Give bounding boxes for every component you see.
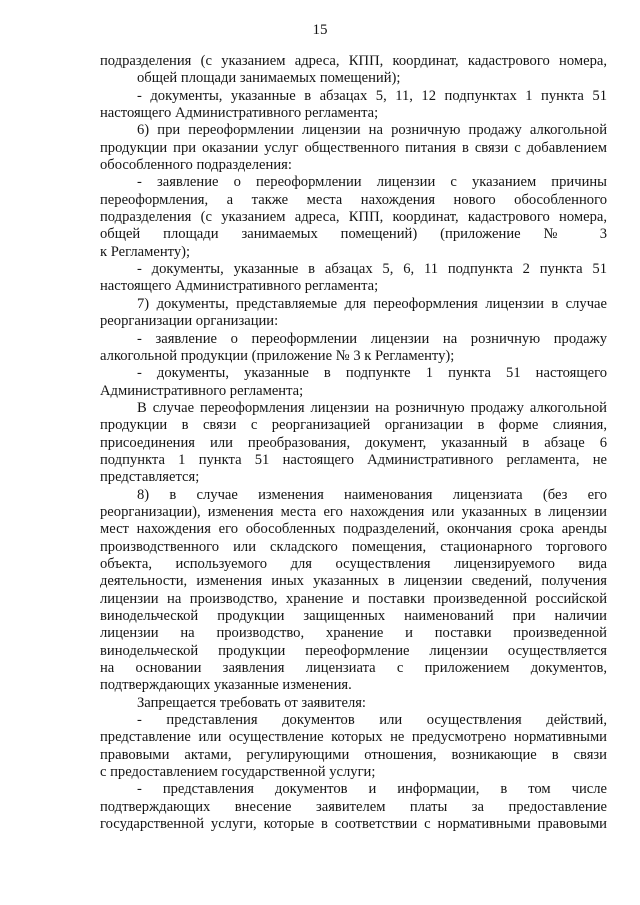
text-line: на основании заявления лицензиата с приложением документов, — [100, 660, 607, 677]
text-line: Запрещается требовать от заявителя: — [137, 694, 366, 711]
text-line: представляется; — [100, 469, 200, 486]
text-line: подпункта 1 пункта 51 настоящего Административного регламента, не — [100, 451, 607, 468]
text-line: настоящего Административного регламента; — [100, 278, 379, 295]
text-line: Административного регламента; — [100, 382, 304, 399]
text-line: объекта, используемого для осуществления лицензируемого вида — [100, 555, 607, 572]
text-line: подразделения (с указанием адреса, КПП, координат, кадастрового номера, — [100, 53, 607, 69]
text-line: реорганизации организации: — [100, 313, 279, 330]
document-body — [100, 53, 607, 833]
text-line: - представления документов или осуществления действий, — [137, 712, 607, 729]
text-line: деятельности, изменения иных указанных в лицензии сведений, получения — [100, 573, 607, 590]
text-line: с предоставлением государственной услуги; — [100, 764, 376, 781]
text-line: мест нахождения его обособленных подразделений, окончания срока аренды — [100, 521, 607, 538]
text-line: к Регламенту); — [100, 243, 191, 260]
text-line: реорганизации), изменения места его нахождения или указанных в лицензии — [100, 503, 607, 520]
text-line: общей площади занимаемых помещений) (приложение № 3 — [100, 226, 607, 243]
text-line: - заявление о переоформлении лицензии на розничную продажу — [137, 330, 607, 347]
text-line: алкогольной продукции (приложение № 3 к Регламенту); — [100, 347, 455, 364]
text-line: - документы, указанные в абзацах 5, 11, 12 подпунктах 1 пункта 51 — [137, 87, 607, 104]
text-line: настоящего Административного регламента; — [100, 105, 379, 122]
text-line: В случае переоформления лицензии на розничную продажу алкогольной — [137, 399, 607, 416]
text-line: - документы, указанные в абзацах 5, 6, 11 подпункта 2 пункта 51 — [137, 261, 607, 278]
text-line: 6) при переоформлении лицензии на розничную продажу алкогольной — [137, 122, 607, 139]
text-line: правовыми актами, регулирующими отношения, возникающие в связи — [100, 746, 607, 763]
text-line: лицензии на производство, хранение и поставки произведенной российской — [100, 590, 607, 607]
text-line: переоформления, а также места нахождения нового обособленного — [100, 191, 607, 208]
text-line: продукции в связи с реорганизацией организации в форме слияния, — [100, 417, 607, 434]
page-number: 15 — [312, 22, 328, 38]
text-line: подтверждающих внесение заявителем платы за предоставление — [100, 798, 607, 815]
text-line: лицензии на производство, хранение и поставки произведенной — [100, 625, 607, 642]
text-line: 8) в случае изменения наименования лицензиата (без его — [137, 486, 607, 503]
text-line: - документы, указанные в подпункте 1 пункта 51 настоящего — [137, 365, 607, 382]
text-line: общей площади занимаемых помещений); — [137, 70, 401, 87]
text-line: присоединения или преобразования, документ, указанный в абзаце 6 — [100, 434, 607, 451]
text-line: производственного или складского помещения, стационарного торгового — [100, 538, 607, 555]
text-line: обособленного подразделения: — [100, 157, 292, 174]
text-line: винодельческой продукции переоформление лицензии осуществляется — [100, 642, 607, 659]
text-line: продукции при оказании услуг общественного питания в связи с добавлением — [100, 139, 607, 156]
text-line: государственной услуги, которые в соответствии с нормативными правовыми — [100, 816, 607, 833]
text-line: представление или осуществление которых не предусмотрено нормативными — [100, 729, 607, 746]
text-line: 7) документы, представляемые для переоформления лицензии в случае — [137, 295, 607, 312]
text-line: подразделения (с указанием адреса, КПП, координат, кадастрового номера, — [100, 209, 607, 226]
text-line: винодельческой продукции защищенных наименований при наличии — [100, 608, 607, 624]
text-line: - заявление о переоформлении лицензии с указанием причины — [137, 174, 607, 191]
text-line: - представления документов и информации, в том числе — [137, 781, 607, 798]
text-line: подтверждающих указанные изменения. — [100, 677, 352, 694]
